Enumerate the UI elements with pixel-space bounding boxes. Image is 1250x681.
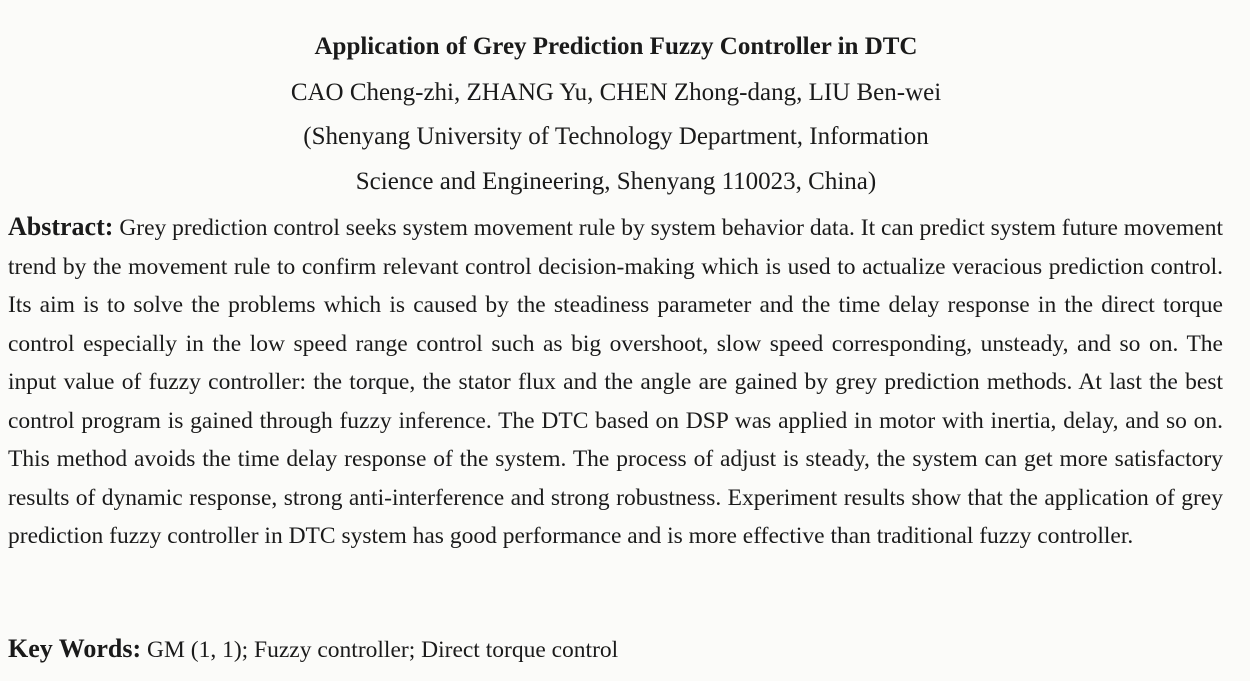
abstract-paragraph	[8, 208, 1223, 556]
keywords-paragraph	[8, 630, 1223, 669]
affiliation-line-1: (Shenyang University of Technology Department, Information	[303, 123, 929, 150]
keywords-text: GM (1, 1); Fuzzy controller; Direct torque control	[147, 637, 619, 663]
keywords-label: Key Words:	[8, 634, 142, 663]
abstract-text: Grey prediction control seeks system movement rule by system behavior data. It can predict system future movement trend by the movement rule to confirm relevant control decision-making which is used to actualize veracious prediction control. Its aim is to solve the problems which is caused by the steadiness parameter and the time delay response in the direct torque control especially in the low speed range control such as big overshoot, slow speed corresponding, unsteady, and so on. The input value of fuzzy controller: the torque, the stator flux and the angle are gained by grey prediction methods. At last the best control program is gained through fuzzy inference. The DTC based on DSP was applied in motor with inertia, delay, and so on. This method avoids the time delay response of the system. The process of adjust is steady, the system can get more satisfactory results of dynamic response, strong anti-interference and strong robustness. Experiment results show that the application of grey prediction fuzzy controller in DTC system has good performance and is more effective than traditional fuzzy controller.	[8, 215, 1223, 549]
affiliation-line-2: Science and Engineering, Shenyang 110023, China)	[355, 168, 877, 195]
abstract-label: Abstract:	[8, 212, 114, 241]
paper-title: Application of Grey Prediction Fuzzy Controller in DTC	[314, 33, 918, 60]
author-list: CAO Cheng-zhi, ZHANG Yu, CHEN Zhong-dang, LIU Ben-wei	[290, 79, 942, 106]
